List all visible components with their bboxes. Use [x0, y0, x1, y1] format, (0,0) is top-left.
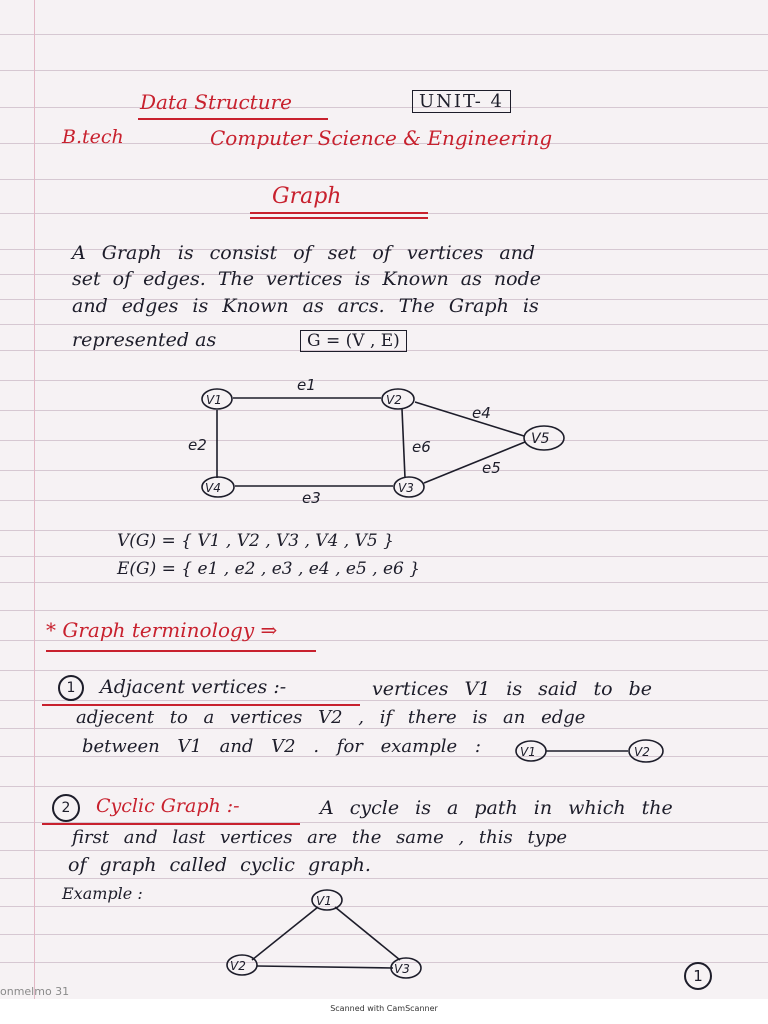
item2-number: 2	[52, 794, 80, 822]
edge-e6-line	[402, 409, 405, 478]
edge-e3-label: e3	[302, 489, 321, 507]
unit-box: UNIT- 4	[412, 90, 511, 113]
item2-line-2: first and last vertices are the same , this type	[72, 827, 568, 848]
item1-line-1: vertices V1 is said to be	[372, 678, 653, 700]
cyclic-node-v1-label: V1	[316, 894, 332, 908]
edge-e6-label: e6	[412, 438, 431, 456]
cyclic-edge-3	[257, 966, 393, 968]
item1-number: 1	[58, 675, 84, 701]
terminology-heading: * Graph terminology ⇒	[46, 618, 278, 642]
node-v2-label: V2	[386, 393, 402, 407]
edge-e1-label: e1	[297, 376, 316, 394]
watermark-text: onmelmo 31	[0, 985, 70, 998]
vertex-set: V(G) = { V1 , V2 , V3 , V4 , V5 }	[117, 531, 394, 551]
item2-line-3: of graph called cyclic graph.	[68, 854, 371, 876]
cyclic-node-v2-label: V2	[230, 959, 246, 973]
formula-box: G = (V , E)	[300, 330, 407, 352]
page-number: 1	[684, 962, 712, 990]
scanner-label: Scanned with CamScanner	[330, 1004, 438, 1013]
intro-line-1: A Graph is consist of set of vertices and	[72, 242, 536, 264]
node-v5-label: V5	[531, 431, 550, 447]
intro-line-4: represented as	[72, 329, 217, 351]
edge-e2-label: e2	[188, 436, 207, 454]
item1-title: Adjacent vertices :-	[100, 676, 287, 698]
cyclic-node-v3-label: V3	[394, 962, 410, 976]
topic-title: Graph	[272, 184, 342, 209]
course-label: B.tech	[62, 126, 124, 148]
branch-label: Computer Science & Engineering	[210, 126, 553, 150]
intro-line-3: and edges is Known as arcs. The Graph is	[72, 295, 539, 317]
terminology-underline	[46, 650, 316, 652]
cyclic-edge-1	[252, 907, 318, 960]
example-label: Example :	[62, 884, 143, 903]
edge-e4-line	[415, 402, 524, 436]
intro-line-2: set of edges. The vertices is Known as node	[72, 268, 541, 290]
item1-line-2: adjecent to a vertices V2 , if there is an edge	[76, 707, 586, 728]
adjacent-node-b-label: V2	[634, 745, 650, 759]
subject-title: Data Structure	[140, 90, 292, 114]
adjacent-node-a-label: V1	[520, 745, 536, 759]
edge-e5-label: e5	[482, 459, 501, 477]
node-v4-label: V4	[205, 481, 221, 495]
edge-set: E(G) = { e1 , e2 , e3 , e4 , e5 , e6 }	[117, 559, 421, 579]
edge-e5-line	[424, 442, 525, 483]
cyclic-edge-2	[335, 907, 400, 960]
item1-line-3: between V1 and V2 . for example :	[82, 736, 481, 757]
item2-title-underline	[42, 823, 300, 825]
item1-title-underline	[42, 704, 360, 706]
item2-line-1: A cycle is a path in which the	[320, 797, 673, 819]
node-v1-label: V1	[206, 393, 222, 407]
edge-e4-label: e4	[472, 404, 491, 422]
item2-title: Cyclic Graph :-	[96, 795, 240, 817]
node-v3-label: V3	[398, 481, 414, 495]
